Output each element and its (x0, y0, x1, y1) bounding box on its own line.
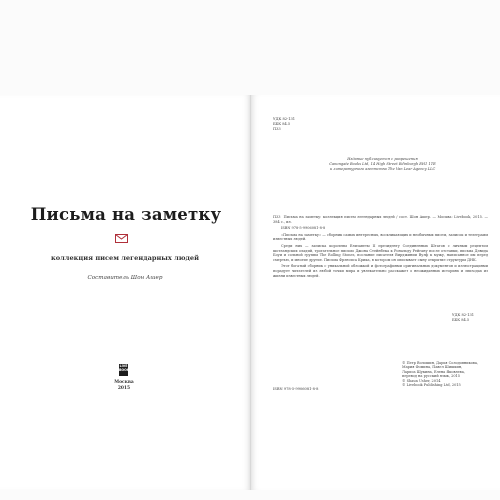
book-gutter (250, 95, 251, 490)
publication-year: 2015 (117, 385, 131, 391)
copyright-line: © Livebook Publishing Ltd, 2015 (402, 383, 461, 388)
bbk-code: ББК 84.5 (273, 122, 291, 126)
bbk-code: ББК 84.5 (452, 318, 470, 322)
permission-notice (300, 157, 465, 173)
copyright-line: © Петр Волошин, Дарья Солодовникова, (402, 361, 479, 365)
envelope-icon (115, 234, 128, 243)
udc-code: УДК 82-131 (273, 117, 296, 121)
copyright-block (402, 361, 492, 387)
compiler-credit: Составитель Шон Ашер (87, 275, 163, 281)
left-page (0, 95, 251, 490)
copyright-line: © Shaun Usher, 2014 (402, 378, 441, 383)
cip-code: П33 (273, 215, 281, 219)
city-name: Москва (114, 380, 134, 385)
classification-bottom (452, 313, 492, 323)
author-sign: П33 (273, 127, 281, 131)
classification-top (273, 117, 333, 132)
publication-place (95, 380, 153, 391)
cip-entry: Письма на заметку: коллекция писем легендарных людей / сост. Шон Ашер. — Москва: Livebook, 2015. — 384 с., ил. (273, 215, 488, 224)
publisher-logo (119, 364, 128, 376)
catalog-entry (273, 215, 488, 280)
logo-line: LIVE (119, 364, 128, 368)
book-subtitle: коллекция писем легендарных людей (50, 254, 200, 262)
udc-code: УДК 82-131 (452, 313, 475, 317)
annotation-paragraph: Этот богатый сборник с уникальной обложкой и фотографиями оригинальных документов и иллюстрациями порадует читателей из любой точки мира и увлекательно расскажет о неожиданных историях и эпизодах из жизни известных людей. (273, 264, 488, 278)
copyright-line: перевод на русский язык, 2015 (402, 374, 461, 379)
copyright-line: Мария Фомина, Павел Шишкин, (402, 365, 463, 370)
annotation-paragraph: Среди них — записка королевы Елизаветы II президенту Соединенных Штатов с личным рецептом шотландских оладий, трогательное письмо Джона Стейнбека к Рональду Рейгану после отставки, письма Дэвида Боуи и сольной группы The Rolling Stones, послание писателя Вирджинии Вулф к мужу, написанное им перед смертью, и многие другие. Письма Фрэнсиса Крика, в котором он описывает сыну открытие структуры ДНК. (273, 243, 488, 262)
isbn-bottom: ISBN 978-5-9906081-8-8 (273, 387, 319, 391)
copyright-line: Лариса Щукина, Елена Яковлева, (402, 369, 465, 374)
permission-line: Издание публикуется с разрешения (347, 157, 418, 161)
right-page (251, 95, 500, 490)
annotation-paragraph: «Письма на заметку» — сборник самых интересных, воскликающих и необычных писем, записок и телеграмм известных людей. (273, 232, 488, 242)
isbn: ISBN 978-5-9906081-8-8 (281, 226, 326, 231)
logo-line: BOOK (119, 367, 130, 372)
book-title: Письма на заметку (30, 205, 222, 224)
permission-line: и литературного агентства The Van Lear Agency LLC (329, 167, 436, 172)
permission-line: Canongate Books Ltd, 14 High Street Edinburgh EH1 1TE (329, 162, 436, 167)
